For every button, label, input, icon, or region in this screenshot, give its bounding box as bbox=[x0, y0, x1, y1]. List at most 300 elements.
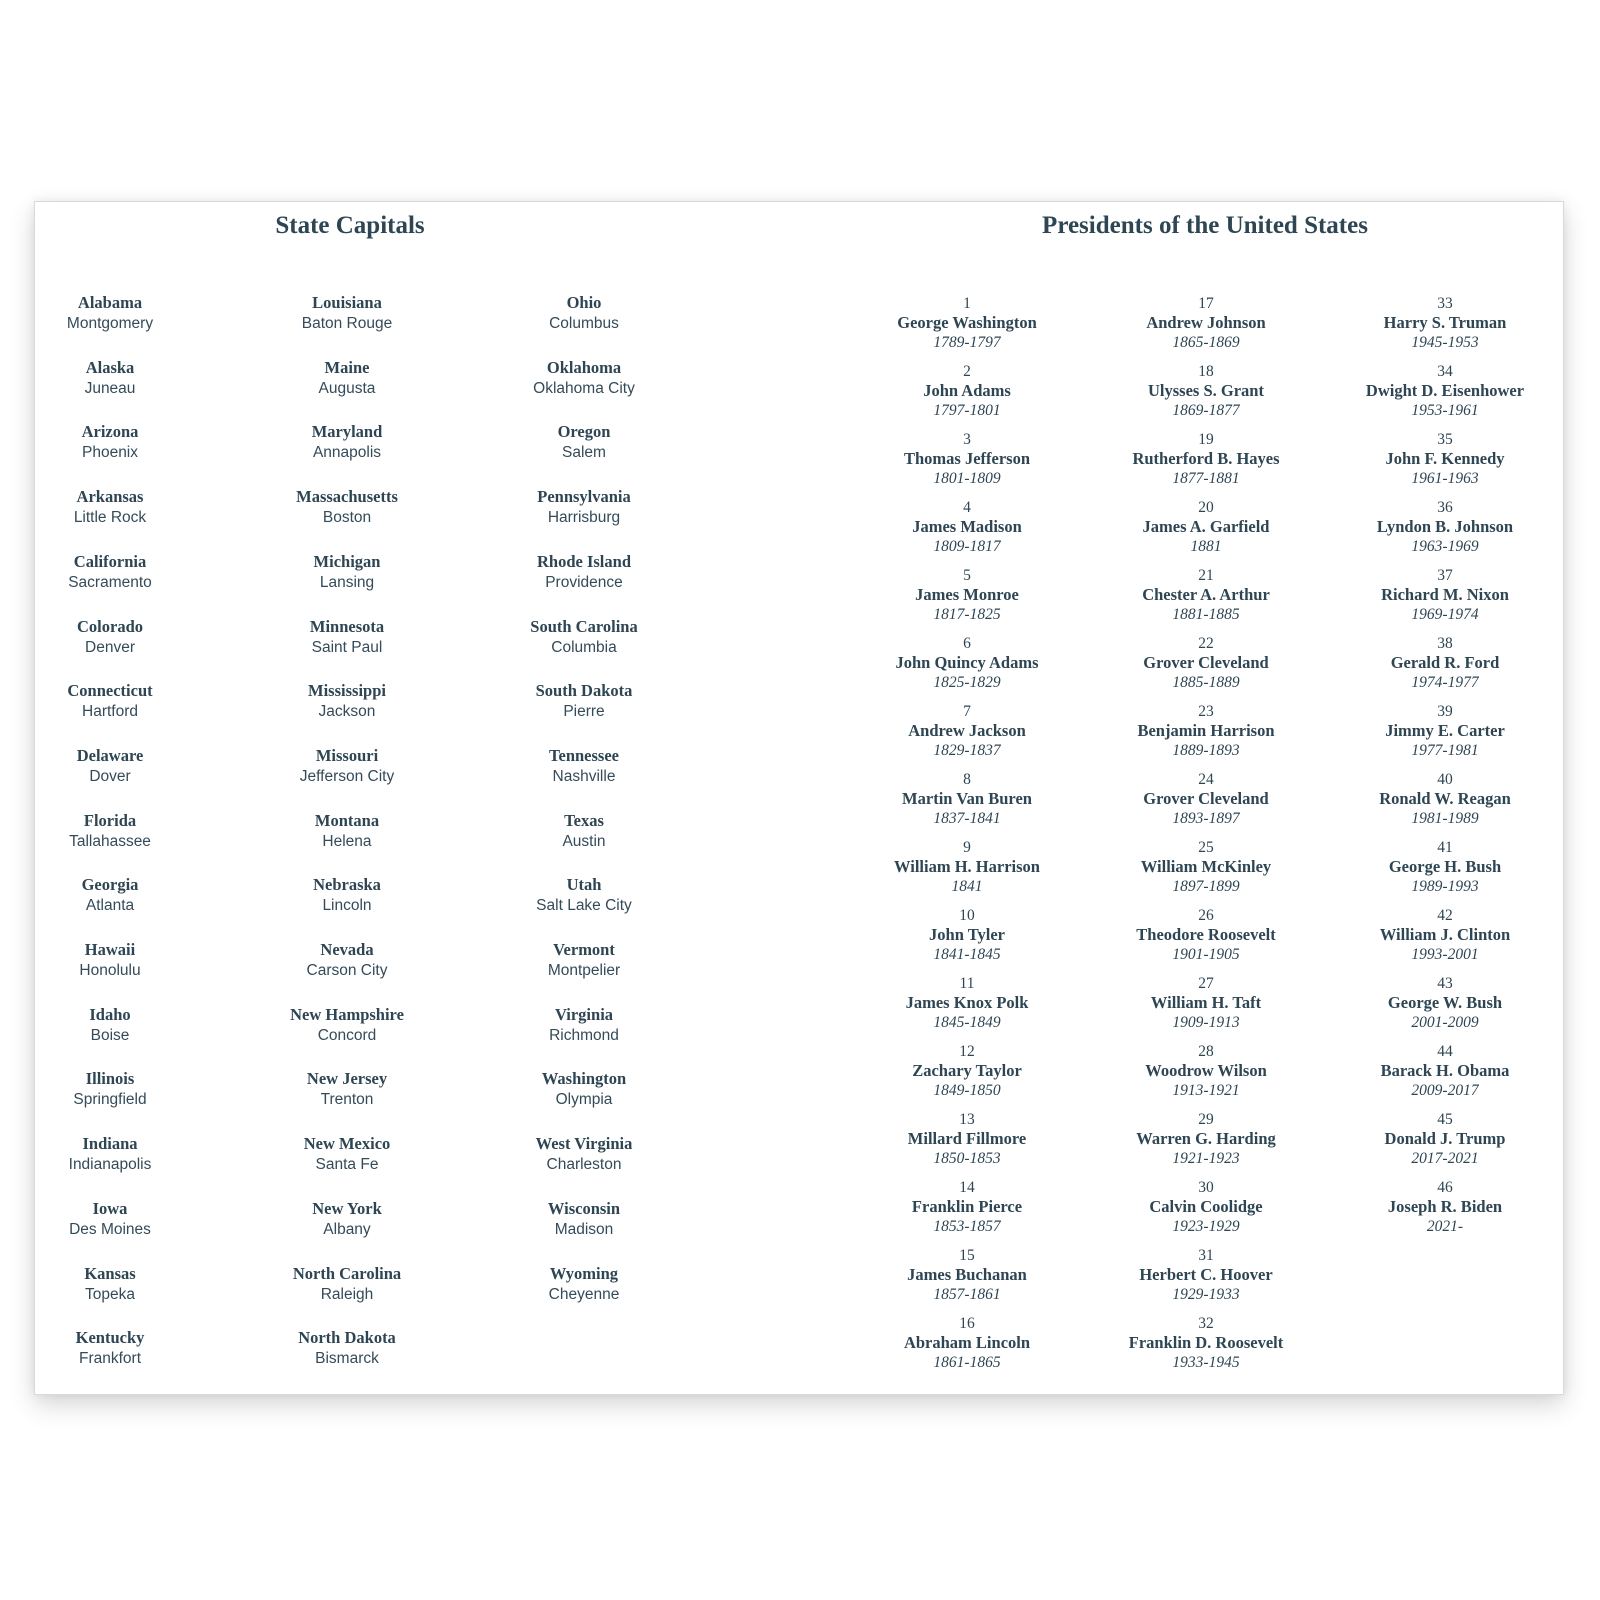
president-number: 39 bbox=[1437, 703, 1453, 720]
president-term: 1961-1963 bbox=[1411, 470, 1479, 487]
president-number: 24 bbox=[1198, 771, 1214, 788]
president-entry bbox=[1142, 566, 1270, 624]
president-number: 4 bbox=[963, 499, 971, 516]
president-number: 21 bbox=[1198, 567, 1214, 584]
president-name: Millard Fillmore bbox=[907, 1129, 1027, 1148]
state-name: Vermont bbox=[553, 940, 615, 959]
president-name: Grover Cleveland bbox=[1143, 653, 1269, 672]
president-term: 1933-1945 bbox=[1172, 1354, 1240, 1371]
state-entry bbox=[67, 681, 152, 723]
president-term: 1881-1885 bbox=[1172, 606, 1240, 623]
president-entry bbox=[1143, 634, 1268, 692]
capital-name: Olympia bbox=[555, 1091, 613, 1109]
state-entry bbox=[537, 487, 631, 529]
president-term: 1913-1921 bbox=[1172, 1082, 1240, 1099]
state-capitals-title: State Capitals bbox=[275, 212, 425, 239]
president-number: 23 bbox=[1198, 703, 1214, 720]
president-entry bbox=[894, 838, 1040, 896]
capital-name: Augusta bbox=[318, 379, 376, 397]
president-entry bbox=[1389, 838, 1501, 896]
president-term: 1841 bbox=[951, 878, 983, 895]
state-name: New Mexico bbox=[303, 1134, 391, 1154]
state-entry bbox=[558, 422, 611, 464]
capital-name: Des Moines bbox=[69, 1220, 151, 1238]
president-name: John Tyler bbox=[929, 925, 1005, 944]
state-name: Indiana bbox=[82, 1134, 138, 1154]
president-entry bbox=[912, 1178, 1022, 1236]
page-sheet bbox=[34, 201, 1564, 1395]
president-name: Grover Cleveland bbox=[1143, 789, 1269, 808]
state-entry bbox=[76, 1328, 145, 1370]
capital-name: Lansing bbox=[319, 573, 375, 591]
president-name: Benjamin Harrison bbox=[1137, 721, 1275, 740]
state-name: Nevada bbox=[320, 940, 374, 959]
state-name: Kansas bbox=[84, 1263, 136, 1283]
capital-name: Lincoln bbox=[322, 897, 372, 915]
state-entry bbox=[73, 1069, 146, 1111]
president-term: 1977-1981 bbox=[1411, 742, 1479, 759]
president-entry bbox=[904, 430, 1030, 488]
capital-name: Madison bbox=[554, 1220, 614, 1238]
state-entry bbox=[82, 875, 139, 917]
state-name: North Dakota bbox=[298, 1328, 396, 1348]
capital-name: Columbia bbox=[551, 638, 617, 656]
president-entry bbox=[907, 1246, 1027, 1304]
president-term: 2017-2021 bbox=[1411, 1150, 1479, 1167]
president-entry bbox=[1381, 1042, 1510, 1100]
president-number: 28 bbox=[1198, 1043, 1214, 1060]
president-name: James Monroe bbox=[915, 585, 1019, 604]
state-entry bbox=[77, 746, 144, 788]
president-entry bbox=[895, 634, 1038, 692]
president-term: 1841-1845 bbox=[933, 946, 1001, 963]
state-entry bbox=[74, 487, 146, 529]
state-entry bbox=[530, 617, 637, 659]
state-name: Iowa bbox=[92, 1198, 128, 1218]
president-term: 1963-1969 bbox=[1411, 538, 1479, 555]
state-name: Washington bbox=[541, 1069, 627, 1089]
state-name: Florida bbox=[83, 810, 137, 830]
state-name: Wisconsin bbox=[547, 1198, 621, 1218]
president-name: Franklin Pierce bbox=[911, 1197, 1023, 1216]
president-name: James Knox Polk bbox=[905, 993, 1029, 1012]
state-name: North Carolina bbox=[292, 1263, 402, 1283]
president-term: 1953-1961 bbox=[1411, 402, 1479, 419]
president-term: 1850-1853 bbox=[933, 1150, 1001, 1167]
state-entry bbox=[537, 552, 631, 594]
president-entry bbox=[1149, 1178, 1262, 1236]
capital-name: Carson City bbox=[306, 962, 388, 979]
state-name: California bbox=[73, 551, 147, 571]
president-term: 1845-1849 bbox=[933, 1014, 1001, 1031]
president-name: Martin Van Buren bbox=[902, 789, 1032, 808]
president-term: 1837-1841 bbox=[933, 810, 1001, 827]
capital-name: Providence bbox=[545, 573, 623, 591]
state-name: Mississippi bbox=[308, 681, 386, 701]
president-entry bbox=[1151, 974, 1261, 1032]
president-term: 1893-1897 bbox=[1172, 810, 1240, 827]
president-term: 1825-1829 bbox=[933, 674, 1001, 691]
state-name: New Jersey bbox=[306, 1069, 388, 1089]
president-name: Donald J. Trump bbox=[1384, 1129, 1506, 1148]
president-term: 1789-1797 bbox=[933, 334, 1001, 351]
capital-name: Boise bbox=[90, 1026, 130, 1044]
president-name: William J. Clinton bbox=[1379, 925, 1511, 944]
president-term: 1829-1837 bbox=[933, 742, 1001, 759]
president-name: Andrew Jackson bbox=[908, 721, 1026, 740]
state-entry bbox=[79, 940, 140, 982]
state-entry bbox=[536, 875, 632, 917]
president-term: 1945-1953 bbox=[1411, 334, 1479, 351]
state-entry bbox=[293, 1264, 401, 1306]
state-name: Alaska bbox=[85, 357, 135, 377]
president-name: Thomas Jefferson bbox=[903, 449, 1031, 468]
president-entry bbox=[1381, 566, 1509, 624]
president-name: Barack H. Obama bbox=[1380, 1061, 1510, 1080]
president-entry bbox=[1377, 498, 1513, 556]
president-term: 1897-1899 bbox=[1172, 878, 1240, 895]
president-entry bbox=[908, 1110, 1026, 1168]
state-entry bbox=[307, 1069, 387, 1111]
capital-name: Nashville bbox=[552, 767, 616, 785]
state-entry bbox=[536, 681, 633, 723]
capital-name: Boston bbox=[322, 509, 372, 527]
president-number: 40 bbox=[1437, 771, 1453, 788]
president-number: 16 bbox=[959, 1315, 975, 1332]
state-entry bbox=[298, 1328, 396, 1370]
president-term: 1809-1817 bbox=[933, 538, 1001, 555]
state-name: West Virginia bbox=[535, 1134, 633, 1154]
president-number: 7 bbox=[963, 703, 971, 720]
state-name: Wyoming bbox=[549, 1263, 619, 1283]
president-entry bbox=[915, 566, 1019, 624]
state-entry bbox=[313, 875, 381, 917]
president-entry bbox=[1385, 702, 1505, 760]
president-number: 15 bbox=[959, 1247, 975, 1264]
president-term: 1993-2001 bbox=[1411, 946, 1479, 963]
state-name: Colorado bbox=[77, 616, 143, 636]
capital-name: Little Rock bbox=[73, 509, 147, 527]
president-number: 5 bbox=[963, 567, 971, 584]
capital-name: Juneau bbox=[84, 379, 136, 397]
state-entry bbox=[69, 811, 151, 853]
capital-name: Oklahoma City bbox=[533, 379, 635, 397]
president-term: 1929-1933 bbox=[1172, 1286, 1240, 1303]
president-number: 8 bbox=[963, 771, 971, 788]
president-term: 1885-1889 bbox=[1172, 674, 1240, 691]
state-name: Texas bbox=[564, 810, 604, 830]
president-name: Jimmy E. Carter bbox=[1385, 721, 1505, 740]
president-number: 46 bbox=[1437, 1179, 1453, 1196]
capital-name: Tallahassee bbox=[69, 832, 151, 850]
president-entry bbox=[1385, 1110, 1506, 1168]
president-name: Gerald R. Ford bbox=[1390, 653, 1500, 672]
state-name: Alabama bbox=[77, 293, 143, 312]
president-entry bbox=[1379, 770, 1511, 828]
state-name: Nebraska bbox=[313, 875, 381, 895]
state-name: Oregon bbox=[557, 422, 611, 442]
state-name: Ohio bbox=[566, 293, 602, 312]
state-entry bbox=[312, 422, 383, 464]
capital-name: Phoenix bbox=[81, 444, 139, 462]
state-name: Pennsylvania bbox=[537, 487, 631, 507]
state-name: Maryland bbox=[311, 422, 383, 442]
state-name: New Hampshire bbox=[290, 1004, 404, 1024]
president-name: Warren G. Harding bbox=[1136, 1129, 1276, 1148]
state-entry bbox=[310, 617, 384, 659]
capital-name: Trenton bbox=[320, 1091, 374, 1109]
capital-name: Raleigh bbox=[320, 1285, 374, 1303]
president-name: Dwight D. Eisenhower bbox=[1365, 381, 1525, 400]
state-entry bbox=[549, 1005, 619, 1047]
capital-name: Jefferson City bbox=[299, 767, 395, 785]
capital-name: Annapolis bbox=[312, 444, 382, 462]
president-entry bbox=[912, 498, 1022, 556]
capital-name: Columbus bbox=[549, 315, 619, 332]
president-number: 1 bbox=[963, 295, 971, 312]
president-entry bbox=[1136, 1110, 1276, 1168]
president-entry bbox=[908, 702, 1026, 760]
president-number: 42 bbox=[1437, 907, 1453, 924]
president-entry bbox=[904, 1314, 1030, 1372]
capital-name: Baton Rouge bbox=[301, 315, 393, 332]
president-number: 18 bbox=[1198, 363, 1214, 380]
president-term: 1889-1893 bbox=[1172, 742, 1240, 759]
state-entry bbox=[290, 1005, 404, 1047]
state-entry bbox=[85, 358, 136, 400]
capital-name: Honolulu bbox=[79, 962, 141, 979]
state-name: South Carolina bbox=[530, 616, 638, 636]
state-entry bbox=[315, 811, 379, 853]
capital-name: Indianapolis bbox=[68, 1156, 152, 1174]
state-name: Louisiana bbox=[312, 293, 382, 312]
president-name: John Quincy Adams bbox=[895, 653, 1039, 672]
capital-name: Charleston bbox=[546, 1156, 622, 1174]
state-name: Michigan bbox=[313, 551, 381, 571]
president-number: 6 bbox=[963, 635, 971, 652]
state-entry bbox=[308, 681, 386, 723]
state-entry bbox=[548, 940, 620, 982]
president-number: 22 bbox=[1198, 635, 1214, 652]
president-term: 1969-1974 bbox=[1411, 606, 1479, 623]
president-term: 2009-2017 bbox=[1411, 1082, 1479, 1099]
president-name: George W. Bush bbox=[1387, 993, 1503, 1012]
president-term: 1881 bbox=[1190, 538, 1222, 555]
president-term: 1909-1913 bbox=[1172, 1014, 1240, 1031]
president-name: William McKinley bbox=[1140, 857, 1272, 876]
president-number: 38 bbox=[1437, 635, 1453, 652]
president-entry bbox=[1388, 974, 1502, 1032]
president-entry bbox=[1145, 1042, 1267, 1100]
state-name: Maine bbox=[324, 357, 370, 377]
state-name: Illinois bbox=[85, 1069, 135, 1089]
state-entry bbox=[533, 358, 635, 400]
state-entry bbox=[89, 1005, 130, 1047]
state-entry bbox=[302, 293, 393, 335]
president-entry bbox=[1132, 430, 1279, 488]
president-term: 1853-1857 bbox=[933, 1218, 1001, 1235]
state-entry bbox=[549, 1264, 620, 1306]
state-name: Rhode Island bbox=[537, 551, 631, 571]
state-entry bbox=[542, 1069, 626, 1111]
capital-name: Pierre bbox=[563, 703, 605, 721]
president-name: Theodore Roosevelt bbox=[1136, 925, 1276, 944]
president-number: 35 bbox=[1437, 431, 1453, 448]
president-number: 19 bbox=[1198, 431, 1214, 448]
capital-name: Sacramento bbox=[68, 573, 152, 591]
capital-name: Helena bbox=[322, 832, 372, 850]
president-entry bbox=[929, 906, 1005, 964]
state-entry bbox=[84, 1264, 135, 1306]
president-number: 9 bbox=[963, 839, 971, 856]
president-entry bbox=[1137, 702, 1274, 760]
president-name: George H. Bush bbox=[1388, 857, 1502, 876]
capital-name: Richmond bbox=[549, 1026, 619, 1044]
president-entry bbox=[1146, 294, 1265, 352]
president-term: 1901-1905 bbox=[1172, 946, 1240, 963]
president-number: 25 bbox=[1198, 839, 1214, 856]
president-entry bbox=[1380, 906, 1510, 964]
state-entry bbox=[304, 1134, 391, 1176]
state-name: Georgia bbox=[81, 875, 139, 895]
president-term: 1974-1977 bbox=[1411, 674, 1479, 691]
president-entry bbox=[1148, 362, 1264, 420]
president-term: 1869-1877 bbox=[1172, 402, 1240, 419]
president-name: Herbert C. Hoover bbox=[1139, 1265, 1273, 1284]
president-term: 1801-1809 bbox=[933, 470, 1001, 487]
president-entry bbox=[1391, 634, 1500, 692]
state-entry bbox=[296, 487, 398, 529]
president-entry bbox=[1141, 838, 1271, 896]
state-name: Arizona bbox=[81, 422, 139, 442]
president-term: 1981-1989 bbox=[1411, 810, 1479, 827]
president-entry bbox=[1139, 1246, 1272, 1304]
capital-name: Denver bbox=[85, 638, 135, 656]
capital-name: Jackson bbox=[318, 703, 376, 721]
state-name: Hawaii bbox=[84, 940, 136, 959]
president-name: Rutherford B. Hayes bbox=[1132, 449, 1280, 468]
president-number: 26 bbox=[1198, 907, 1214, 924]
state-name: Minnesota bbox=[309, 616, 385, 636]
state-entry bbox=[77, 617, 143, 659]
capital-name: Dover bbox=[89, 767, 131, 785]
president-term: 1877-1881 bbox=[1172, 470, 1240, 487]
president-name: William H. Taft bbox=[1150, 993, 1262, 1012]
state-entry bbox=[312, 1199, 382, 1241]
state-entry bbox=[69, 1199, 151, 1241]
president-number: 2 bbox=[963, 363, 971, 380]
state-name: New York bbox=[312, 1198, 382, 1218]
president-name: John F. Kennedy bbox=[1385, 449, 1505, 468]
state-name: Arkansas bbox=[76, 487, 144, 507]
president-term: 1861-1865 bbox=[933, 1354, 1001, 1371]
president-entry bbox=[1143, 498, 1270, 556]
president-entry bbox=[906, 974, 1029, 1032]
president-name: Franklin D. Roosevelt bbox=[1128, 1333, 1284, 1352]
president-name: Ulysses S. Grant bbox=[1148, 381, 1264, 400]
president-term: 1797-1801 bbox=[933, 402, 1001, 419]
state-name: Virginia bbox=[554, 1004, 614, 1024]
state-entry bbox=[549, 746, 619, 788]
president-number: 12 bbox=[959, 1043, 975, 1060]
capital-name: Cheyenne bbox=[548, 1285, 620, 1303]
president-name: Ronald W. Reagan bbox=[1379, 789, 1511, 808]
state-entry bbox=[307, 940, 388, 982]
president-name: Zachary Taylor bbox=[912, 1061, 1022, 1080]
state-name: Tennessee bbox=[549, 745, 619, 765]
president-number: 10 bbox=[959, 907, 975, 924]
state-entry bbox=[300, 746, 394, 788]
president-entry bbox=[1388, 1178, 1502, 1236]
state-name: Missouri bbox=[315, 745, 379, 765]
president-term: 1865-1869 bbox=[1172, 334, 1240, 351]
capital-name: Harrisburg bbox=[547, 509, 621, 527]
presidents-title: Presidents of the United States bbox=[1042, 212, 1368, 239]
capital-name: Santa Fe bbox=[315, 1156, 379, 1174]
state-entry bbox=[549, 293, 619, 335]
president-number: 31 bbox=[1198, 1247, 1214, 1264]
president-term: 1923-1929 bbox=[1172, 1218, 1240, 1235]
president-entry bbox=[902, 770, 1032, 828]
state-entry bbox=[562, 811, 605, 853]
president-term: 1849-1850 bbox=[933, 1082, 1001, 1099]
capital-name: Topeka bbox=[85, 1285, 135, 1303]
state-name: Kentucky bbox=[75, 1328, 145, 1348]
president-entry bbox=[1136, 906, 1275, 964]
president-entry bbox=[1385, 430, 1504, 488]
capital-name: Salem bbox=[562, 444, 606, 462]
president-number: 33 bbox=[1437, 295, 1453, 312]
president-number: 32 bbox=[1198, 1315, 1214, 1332]
capital-name: Salt Lake City bbox=[536, 897, 632, 915]
capital-name: Albany bbox=[323, 1220, 371, 1238]
state-name: Massachusetts bbox=[296, 487, 398, 507]
state-name: Utah bbox=[566, 875, 602, 895]
president-term: 1921-1923 bbox=[1172, 1150, 1240, 1167]
state-entry bbox=[67, 293, 153, 335]
president-term: 2021- bbox=[1426, 1218, 1464, 1235]
president-number: 37 bbox=[1437, 567, 1453, 584]
president-number: 43 bbox=[1437, 975, 1453, 992]
president-number: 11 bbox=[959, 975, 975, 992]
capital-name: Frankfort bbox=[78, 1350, 142, 1368]
president-name: Chester A. Arthur bbox=[1142, 585, 1270, 604]
president-number: 27 bbox=[1198, 975, 1214, 992]
president-term: 1989-1993 bbox=[1411, 878, 1479, 895]
state-entry bbox=[536, 1134, 633, 1176]
president-number: 29 bbox=[1198, 1111, 1214, 1128]
president-entry bbox=[1384, 294, 1507, 352]
state-entry bbox=[319, 358, 376, 400]
president-name: Joseph R. Biden bbox=[1387, 1197, 1503, 1216]
president-entry bbox=[1366, 362, 1524, 420]
president-name: Harry S. Truman bbox=[1383, 313, 1507, 332]
state-entry bbox=[68, 552, 152, 594]
capital-name: Concord bbox=[317, 1026, 377, 1044]
president-name: James Buchanan bbox=[907, 1265, 1027, 1284]
state-name: Connecticut bbox=[67, 681, 153, 701]
president-term: 1817-1825 bbox=[933, 606, 1001, 623]
president-name: John Adams bbox=[923, 381, 1011, 400]
president-number: 36 bbox=[1437, 499, 1453, 516]
president-number: 44 bbox=[1437, 1043, 1453, 1060]
state-name: Montana bbox=[314, 810, 380, 830]
president-name: Calvin Coolidge bbox=[1149, 1197, 1263, 1216]
president-entry bbox=[912, 1042, 1022, 1100]
president-name: Abraham Lincoln bbox=[903, 1333, 1031, 1352]
capital-name: Hartford bbox=[82, 703, 138, 721]
president-name: Woodrow Wilson bbox=[1145, 1061, 1267, 1080]
